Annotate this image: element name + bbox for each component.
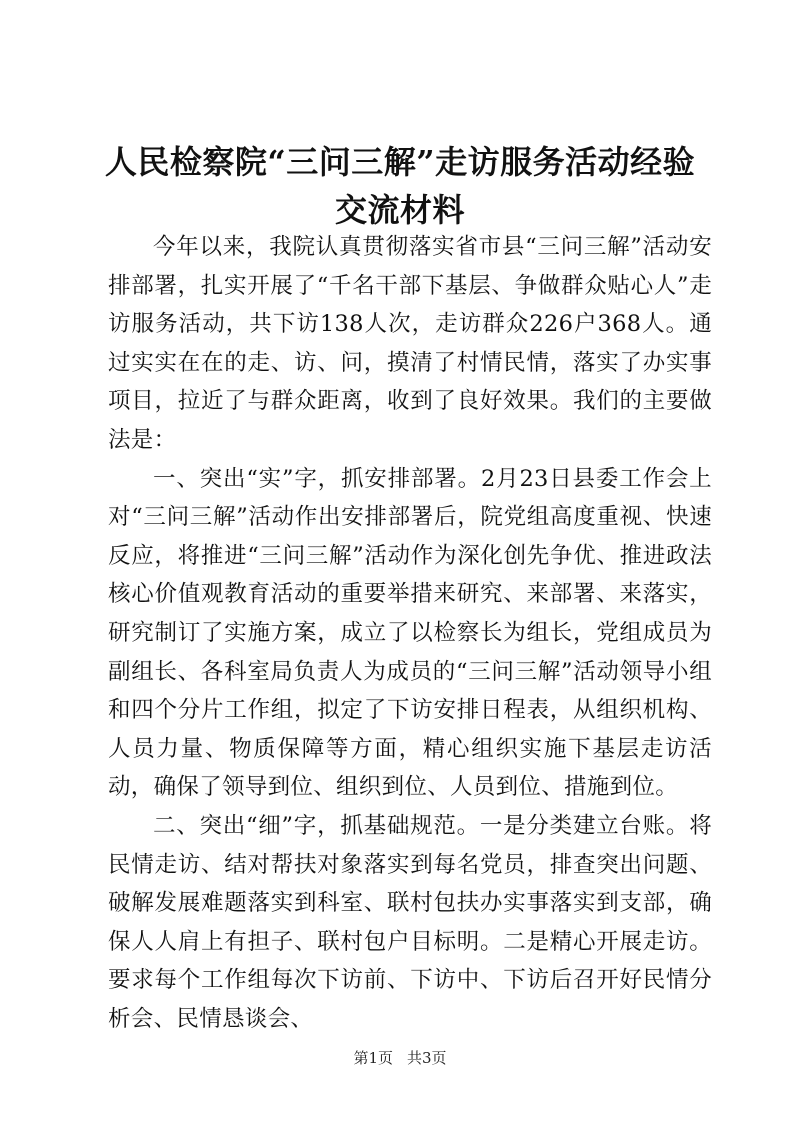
paragraph-intro: 今年以来，我院认真贯彻落实省市县“三问三解”活动安排部署，扎实开展了“千名干部下基层、争做群众贴心人”走访服务活动，共下访138人次，走访群众226户368人。通过实实在在的走、访、问，摸清了村情民情，落实了办实事项目，拉近了与群众距离，收到了良好效果。我们的主要做法是： [108, 234, 712, 453]
page-footer [0, 1048, 800, 1068]
paragraph-section-one: 一、突出“实”字，抓安排部署。2月23日县委工作会上对“三问三解”活动作出安排部署后，院党组高度重视、快速反应，将推进“三问三解”活动作为深化创先争优、推进政法核心价值观教育活动的重要举措来研究、来部署、来落实，研究制订了实施方案，成立了以检察长为组长，党组成员为副组长、各科室局负责人为成员的“三问三解”活动领导小组和四个分片工作组，拟定了下访安排日程表，从组织机构、人员力量、物质保障等方面，精心组织实施下基层走访活动，确保了领导到位、组织到位、人员到位、措施到位。 [108, 465, 712, 801]
document-body [108, 228, 712, 1038]
page-number: 第1页 [353, 1049, 393, 1067]
page-total: 共3页 [407, 1049, 447, 1067]
paragraph-section-two: 二、突出“细”字，抓基础规范。一是分类建立台账。将民情走访、结对帮扶对象落实到每名党员，排查突出问题、破解发展难题落实到科室、联村包扶办实事落实到支部，确保人人肩上有担子、联村包户目标明。二是精心开展走访。要求每个工作组每次下访前、下访中、下访后召开好民情分析会、民情恳谈会、 [108, 812, 712, 1032]
document-title: 人民检察院“三问三解”走访服务活动经验交流材料 [104, 143, 696, 229]
